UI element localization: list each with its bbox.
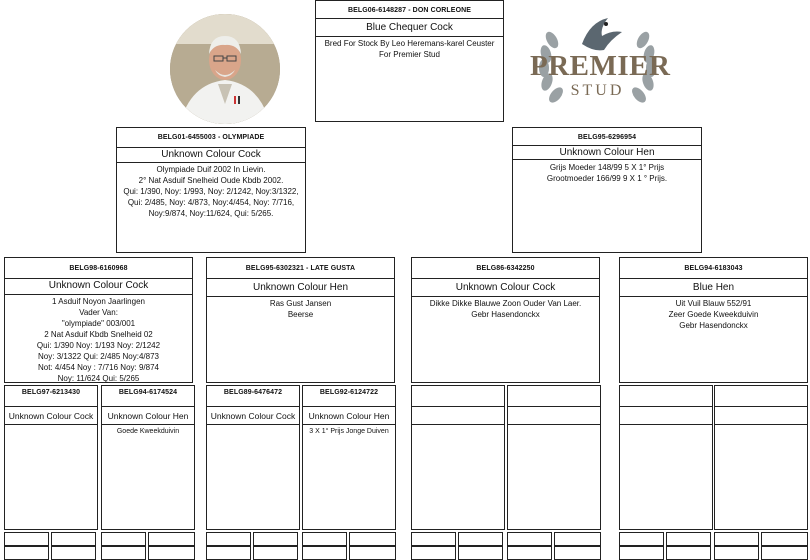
sire-ring-number: BELG01-6455003 - OLYMPIADE [157,134,265,141]
ancestor-cell [411,532,456,546]
great-grandparent-ring-number: BELG97-6213430 [21,389,81,396]
ancestor-cell [619,532,664,546]
great-grandparent-box [4,385,98,530]
grandparent-ring-number: BELG86-6342250 [476,265,535,272]
grandparent-notes: Ras Gust Jansen Beerse [269,299,332,319]
great-grandparent-box [619,385,713,530]
dam-notes: Grijs Moeder 148/99 5 X 1° Prijs Grootmoeder 166/99 9 X 1 ° Prijs. [546,163,668,183]
dam-ring-number: BELG95-6296954 [577,134,637,141]
ancestor-cell [4,532,49,546]
grandparent-notes: 1 Asduif Noyon Jaarlingen Vader Van: "olympiade" 003/001 2 Nat Asduif Kbdb Snelheid 02 Qui: 1/390 Noy: 1/193 Noy: 2/1242 Noy: 3/1322 Qui: 2/485 Noy:4/873 Not: 4/454 Noy : 7/716 Noy: 9/874 Noy: 11/624 Qui: 5/265 [36,297,161,383]
ancestor-cell [714,532,759,546]
grandparent-ring-number: BELG98-6160968 [69,265,128,272]
ancestor-cell [148,532,195,546]
ancestor-cell [101,546,146,560]
great-grandparent-notes: 3 X 1° Prijs Jonge Duiven [309,428,389,435]
ancestor-cell [206,546,251,560]
sire-box [116,127,306,253]
ancestor-cell [666,532,711,546]
great-grandparent-box [101,385,195,530]
grandparent-colour: Unknown Colour Cock [455,282,556,293]
subject-box [315,0,504,122]
great-grandparent-colour: Unknown Colour Cock [210,411,296,421]
ancestor-cell [761,532,808,546]
ancestor-cell [554,532,601,546]
ancestor-cell [51,532,96,546]
ancestor-cell [253,546,298,560]
great-grandparent-ring-number: BELG94-6174524 [118,389,178,396]
ancestor-cell [253,532,298,546]
great-grandparent-box [206,385,300,530]
dam-colour: Unknown Colour Hen [559,147,655,158]
ancestor-cell [101,532,146,546]
great-grandparent-colour: Unknown Colour Hen [107,411,189,421]
subject-colour: Blue Chequer Cock [366,22,453,33]
ancestor-cell [507,532,552,546]
ancestor-cell [619,546,664,560]
grandparent-colour: Unknown Colour Cock [48,280,149,291]
ancestor-cell [714,546,759,560]
ancestor-cell [148,546,195,560]
ancestor-cell [554,546,601,560]
subject-ring-number: BELG06-6148287 - DON CORLEONE [347,7,472,14]
premier-stud-logo [530,10,671,118]
ancestor-cell [302,532,347,546]
ancestor-cell [507,546,552,560]
ancestor-cell [349,532,396,546]
grandparent-box [619,257,808,383]
grandparent-notes: Uit Vuil Blauw 552/91 Zeer Goede Kweekduivin Gebr Hasendonckx [668,299,759,330]
ancestor-cell [4,546,49,560]
sire-notes: Olympiade Duif 2002 In Lievin. 2° Nat Asduif Snelheid Oude Kbdb 2002. Qui: 1/390, Noy: 1/993, Noy: 2/1242, Noy:3/1322, Qui: 2/485, Noy: 4/873, Noy:4/454, Noy: 7/716, Noy:9/874, Noy:11/624, Qui: 5/265. [123,165,299,218]
ancestor-cell [51,546,96,560]
ancestor-cell [458,532,503,546]
grandparent-notes: Dikke Dikke Blauwe Zoon Ouder Van Laer. Gebr Hasendonckx [429,299,582,319]
grandparent-box [4,257,193,383]
grandparent-colour: Unknown Colour Hen [252,282,349,293]
great-grandparent-ring-number: BELG92-6124722 [319,389,379,396]
grandparent-colour: Blue Hen [692,282,735,293]
great-grandparent-ring-number: BELG89-6476472 [223,389,283,396]
ancestor-cell [206,532,251,546]
ancestor-cell [411,546,456,560]
grandparent-ring-number: BELG94-6183043 [684,265,743,272]
ancestor-cell [761,546,808,560]
ancestor-cell [458,546,503,560]
logo-text-stud: STUD [570,82,625,99]
ancestor-cell [302,546,347,560]
breeder-portrait-icon [170,14,280,124]
grandparent-ring-number: BELG95-6302321 - LATE GUSTA [245,265,356,272]
breeder-photo [170,14,280,124]
ancestor-cell [666,546,711,560]
great-grandparent-box [411,385,505,530]
grandparent-box [411,257,600,383]
dam-box [512,127,702,253]
sire-colour: Unknown Colour Cock [161,149,261,160]
great-grandparent-notes: Goede Kweekduivin [116,428,180,435]
great-grandparent-box [714,385,808,530]
great-grandparent-colour: Unknown Colour Cock [8,411,94,421]
great-grandparent-colour: Unknown Colour Hen [308,411,390,421]
ancestor-cell [349,546,396,560]
grandparent-box [206,257,395,383]
subject-notes: Bred For Stock By Leo Heremans-karel Ceuster For Premier Stud [324,39,495,59]
logo-text-premier: PREMIER [530,50,671,82]
great-grandparent-box [507,385,601,530]
great-grandparent-box [302,385,396,530]
